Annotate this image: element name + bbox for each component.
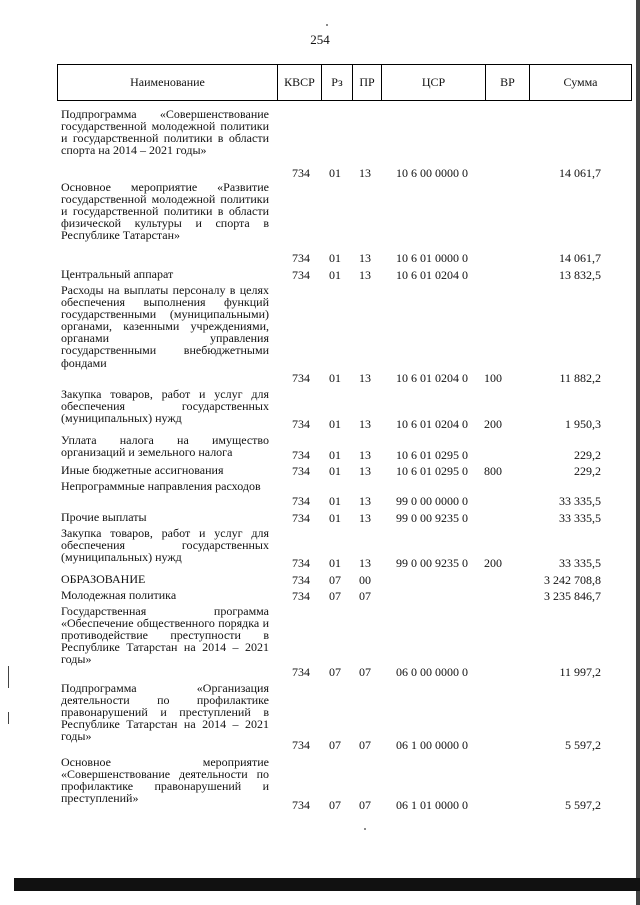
row-rz: 01 xyxy=(329,371,341,385)
row-kvsr: 734 xyxy=(292,589,310,603)
row-rz: 07 xyxy=(329,738,341,752)
row-sum: 33 335,5 xyxy=(559,511,601,525)
row-rz: 01 xyxy=(329,268,341,282)
row-pr: 13 xyxy=(359,556,371,570)
row-rz: 01 xyxy=(329,494,341,508)
row-kvsr: 734 xyxy=(292,371,310,385)
row-pr: 00 xyxy=(359,573,371,587)
row-name: Непрограммные направления расходов xyxy=(61,479,261,493)
row-pr: 13 xyxy=(359,166,371,180)
row-pr: 07 xyxy=(359,589,371,603)
row-name: Закупка товаров, работ и услуг для обеспечения государственных (муниципальных) нужд xyxy=(61,526,269,565)
row-sum: 3 235 846,7 xyxy=(544,589,601,603)
table-row xyxy=(0,268,640,282)
row-name: Закупка товаров, работ и услуг для обеспечения государственных (муниципальных) нужд xyxy=(61,387,269,426)
row-name: ОБРАЗОВАНИЕ xyxy=(61,572,146,586)
row-csr: 99 0 00 9235 0 xyxy=(396,556,468,570)
table-row xyxy=(0,388,640,431)
row-pr: 13 xyxy=(359,448,371,462)
row-csr: 10 6 01 0000 0 xyxy=(396,251,468,265)
row-kvsr: 734 xyxy=(292,738,310,752)
scan-dot xyxy=(326,24,328,26)
row-kvsr: 734 xyxy=(292,448,310,462)
row-csr: 99 0 00 9235 0 xyxy=(396,511,468,525)
table-row xyxy=(0,573,640,587)
row-pr: 13 xyxy=(359,371,371,385)
row-rz: 07 xyxy=(329,573,341,587)
row-csr: 10 6 01 0204 0 xyxy=(396,371,468,385)
row-name: Подпрограмма «Совершенствование государственной молодежной политики и государственной политики в области спорта на 2014 – 2021 годы» xyxy=(61,107,269,158)
row-sum: 229,2 xyxy=(574,448,601,462)
row-pr: 13 xyxy=(359,511,371,525)
row-name: Уплата налога на имущество организаций и земельного налога xyxy=(61,433,269,460)
scan-dot xyxy=(364,828,366,830)
table-row xyxy=(0,464,640,478)
table-row xyxy=(0,589,640,603)
row-sum: 229,2 xyxy=(574,464,601,478)
row-csr: 10 6 00 0000 0 xyxy=(396,166,468,180)
row-pr: 13 xyxy=(359,251,371,265)
row-pr: 13 xyxy=(359,464,371,478)
row-name: Иные бюджетные ассигнования xyxy=(61,463,224,477)
table-row xyxy=(0,434,640,462)
header-csr: ЦСР xyxy=(382,65,486,100)
header-pr: ПР xyxy=(353,65,382,100)
table-row xyxy=(0,284,640,385)
row-kvsr: 734 xyxy=(292,268,310,282)
row-kvsr: 734 xyxy=(292,798,310,812)
header-vr: ВР xyxy=(486,65,530,100)
row-sum: 13 832,5 xyxy=(559,268,601,282)
row-vr: 100 xyxy=(484,371,502,385)
row-csr: 10 6 01 0204 0 xyxy=(396,268,468,282)
row-csr: 06 0 00 0000 0 xyxy=(396,665,468,679)
table-row xyxy=(0,108,640,180)
row-rz: 01 xyxy=(329,464,341,478)
table-row xyxy=(0,480,640,508)
row-rz: 01 xyxy=(329,417,341,431)
row-kvsr: 734 xyxy=(292,251,310,265)
table-header xyxy=(57,64,632,101)
row-name: Государственная программа «Обеспечение общественного порядка и противодействие преступности в Республике Татарстан на 2014 – 2021 годы» xyxy=(61,604,269,667)
row-rz: 01 xyxy=(329,448,341,462)
row-csr: 99 0 00 0000 0 xyxy=(396,494,468,508)
header-name: Наименование xyxy=(58,65,278,100)
header-rz: Рз xyxy=(322,65,353,100)
row-name: Центральный аппарат xyxy=(61,267,174,281)
row-rz: 01 xyxy=(329,511,341,525)
row-name: Основное мероприятие «Совершенствование деятельности по профилактике правонарушений и преступлений» xyxy=(61,755,269,806)
row-kvsr: 734 xyxy=(292,556,310,570)
header-kvsr: КВСР xyxy=(278,65,322,100)
table-row xyxy=(0,527,640,570)
row-csr: 06 1 00 0000 0 xyxy=(396,738,468,752)
row-rz: 01 xyxy=(329,166,341,180)
row-name: Прочие выплаты xyxy=(61,510,147,524)
row-vr: 200 xyxy=(484,417,502,431)
row-pr: 07 xyxy=(359,665,371,679)
row-name: Расходы на выплаты персоналу в целях обеспечения выполнения функций государственными (муниципальными) органами, казенными учреждениями, органами управления государственными внебюджетными фондами xyxy=(61,283,269,370)
row-sum: 33 335,5 xyxy=(559,494,601,508)
row-sum: 14 061,7 xyxy=(559,166,601,180)
row-name: Основное мероприятие «Развитие государственной молодежной политики и государственной политики в области физической культуры и спорта в Республике Татарстан» xyxy=(61,180,269,243)
row-pr: 13 xyxy=(359,417,371,431)
row-rz: 01 xyxy=(329,556,341,570)
row-csr: 06 1 01 0000 0 xyxy=(396,798,468,812)
table-row xyxy=(0,756,640,812)
row-pr: 07 xyxy=(359,798,371,812)
table-row xyxy=(0,605,640,679)
row-kvsr: 734 xyxy=(292,494,310,508)
row-sum: 14 061,7 xyxy=(559,251,601,265)
table-row xyxy=(0,682,640,752)
row-csr: 10 6 01 0295 0 xyxy=(396,464,468,478)
row-kvsr: 734 xyxy=(292,665,310,679)
row-sum: 33 335,5 xyxy=(559,556,601,570)
row-rz: 01 xyxy=(329,251,341,265)
page-number: 254 xyxy=(310,32,330,47)
row-pr: 13 xyxy=(359,494,371,508)
row-csr: 10 6 01 0204 0 xyxy=(396,417,468,431)
row-sum: 3 242 708,8 xyxy=(544,573,601,587)
row-sum: 5 597,2 xyxy=(565,738,601,752)
table-row xyxy=(0,511,640,525)
row-sum: 1 950,3 xyxy=(565,417,601,431)
row-vr: 800 xyxy=(484,464,502,478)
row-csr: 10 6 01 0295 0 xyxy=(396,448,468,462)
row-kvsr: 734 xyxy=(292,417,310,431)
row-rz: 07 xyxy=(329,589,341,603)
row-pr: 07 xyxy=(359,738,371,752)
table-row xyxy=(0,181,640,265)
row-kvsr: 734 xyxy=(292,464,310,478)
row-kvsr: 734 xyxy=(292,511,310,525)
row-kvsr: 734 xyxy=(292,573,310,587)
row-sum: 5 597,2 xyxy=(565,798,601,812)
row-name: Подпрограмма «Организация деятельности по профилактике правонарушений и преступлений в Республике Татарстан на 2014 – 2021 годы» xyxy=(61,681,269,744)
row-pr: 13 xyxy=(359,268,371,282)
row-name: Молодежная политика xyxy=(61,588,177,602)
row-kvsr: 734 xyxy=(292,166,310,180)
header-sum: Сумма xyxy=(563,75,598,89)
row-vr: 200 xyxy=(484,556,502,570)
row-rz: 07 xyxy=(329,665,341,679)
row-sum: 11 997,2 xyxy=(559,665,601,679)
row-sum: 11 882,2 xyxy=(559,371,601,385)
scan-bottom-bar xyxy=(14,878,640,891)
row-rz: 07 xyxy=(329,798,341,812)
